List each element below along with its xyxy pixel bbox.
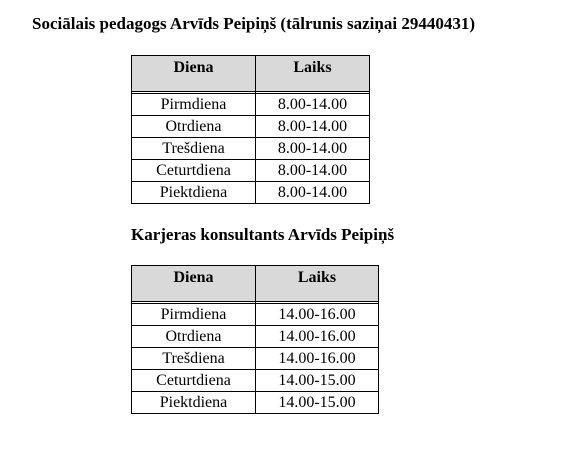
table-row bbox=[132, 182, 370, 204]
table-row bbox=[132, 94, 370, 116]
day-cell: Ceturtdiena bbox=[132, 370, 256, 392]
time-cell: 14.00-15.00 bbox=[256, 370, 379, 392]
table-row bbox=[132, 160, 370, 182]
day-cell: Ceturtdiena bbox=[132, 160, 256, 182]
day-cell: Pirmdiena bbox=[132, 304, 256, 326]
time-cell: 8.00-14.00 bbox=[256, 94, 370, 116]
table-row bbox=[132, 370, 379, 392]
time-cell: 8.00-14.00 bbox=[256, 182, 370, 204]
time-cell: 14.00-16.00 bbox=[256, 304, 379, 326]
column-header-time: Laiks bbox=[256, 56, 370, 92]
career-consultant-schedule-table bbox=[131, 265, 379, 414]
day-cell: Pirmdiena bbox=[132, 94, 256, 116]
time-cell: 14.00-15.00 bbox=[256, 392, 379, 414]
social-pedagogue-heading: Sociālais pedagogs Arvīds Peipiņš (tālrunis saziņai 29440431) bbox=[32, 14, 475, 33]
table-header-row bbox=[132, 266, 379, 302]
time-cell: 14.00-16.00 bbox=[256, 348, 379, 370]
table-header-row bbox=[132, 56, 370, 92]
column-header-time: Laiks bbox=[256, 266, 379, 302]
column-header-day: Diena bbox=[132, 266, 256, 302]
day-cell: Piektdiena bbox=[132, 182, 256, 204]
table-row bbox=[132, 392, 379, 414]
table-row bbox=[132, 326, 379, 348]
time-cell: 8.00-14.00 bbox=[256, 160, 370, 182]
table-row bbox=[132, 304, 379, 326]
time-cell: 8.00-14.00 bbox=[256, 116, 370, 138]
day-cell: Otrdiena bbox=[132, 326, 256, 348]
time-cell: 14.00-16.00 bbox=[256, 326, 379, 348]
social-pedagogue-schedule-table bbox=[131, 55, 370, 204]
day-cell: Trešdiena bbox=[132, 138, 256, 160]
table-row bbox=[132, 348, 379, 370]
day-cell: Trešdiena bbox=[132, 348, 256, 370]
table-row bbox=[132, 116, 370, 138]
time-cell: 8.00-14.00 bbox=[256, 138, 370, 160]
day-cell: Piektdiena bbox=[132, 392, 256, 414]
career-consultant-heading: Karjeras konsultants Arvīds Peipiņš bbox=[131, 225, 395, 244]
column-header-day: Diena bbox=[132, 56, 256, 92]
day-cell: Otrdiena bbox=[132, 116, 256, 138]
table-row bbox=[132, 138, 370, 160]
